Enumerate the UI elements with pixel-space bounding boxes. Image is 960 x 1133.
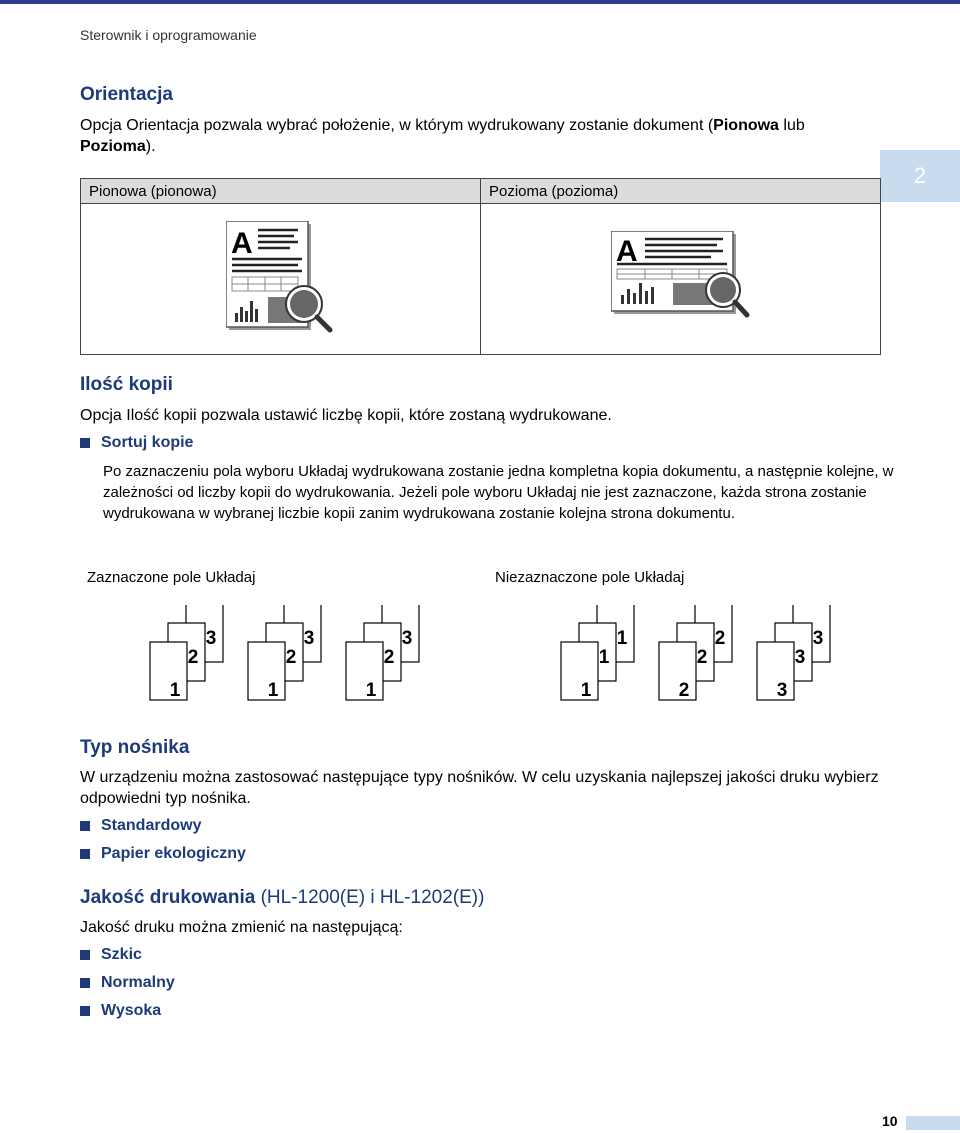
media-description: W urządzeniu można zastosować następujące typy nośników. W celu uzyskania najlepszej jakości druku wybierz odpowiedni typ nośnika. [80, 769, 879, 807]
sheet-number: 2 [187, 647, 199, 668]
quality-item-label: Szkic [101, 946, 142, 963]
page-number-bar [906, 1116, 960, 1130]
quality-description: Jakość druku można zmienić na następującą: [80, 919, 403, 936]
orientation-description: Opcja Orientacja pozwala wybrać położenie, w którym wydrukowany zostanie dokument (Pionowa lub Pozioma). [80, 117, 805, 155]
copies-description: Opcja Ilość kopii pozwala ustawić liczbę kopii, które zostaną wydrukowane. [80, 407, 612, 424]
heading-media: Typ nośnika [80, 737, 190, 758]
bullet-square-icon [80, 849, 90, 859]
quality-item-label: Wysoka [101, 1002, 162, 1019]
sheet-number: 2 [383, 647, 395, 668]
sheet-number: 1 [598, 647, 610, 668]
uncollated-stack-2 [659, 605, 732, 701]
sheet-outline [659, 642, 696, 700]
sheet-outline [248, 642, 285, 700]
sheet-number: 2 [696, 647, 708, 668]
bullet-square-icon [80, 1006, 90, 1016]
sheet-number: 1 [616, 628, 628, 649]
sheet-number: 1 [365, 680, 377, 701]
bullet-media-eco [80, 845, 246, 863]
heading-quality: Jakość drukowania (HL-1200(E) i HL-1202(E)) [80, 887, 485, 908]
col-header-landscape: Pozioma (pozioma) [481, 179, 881, 204]
page-number: 10 [882, 1113, 898, 1129]
bullet-square-icon [80, 978, 90, 988]
bullet-square-icon [80, 821, 90, 831]
sheet-number: 2 [285, 647, 297, 668]
chapter-tab: 2 [880, 150, 960, 202]
sheet-outline [346, 642, 383, 700]
sheet-outline [757, 642, 794, 700]
caption-uncollated: Niezaznaczone pole Układaj [495, 569, 685, 586]
sheet-number: 3 [812, 628, 824, 649]
sheet-number: 3 [401, 628, 413, 649]
collate-description: Po zaznaczeniu pola wyboru Układaj wydrukowana zostanie jedna kompletna kopia dokumentu, a następnie kolejne, w zależności od liczby kopii do wydrukowania. Jeżeli pole wyboru Układaj nie jest zaznaczone, każda strona zostanie wydrukowana w wybranej liczbie kopii zanim wydrukowana zostanie kolejna strona dokumentu. [103, 463, 894, 522]
collated-stack-1 [150, 605, 223, 701]
portrait-illustration-cell [81, 204, 481, 355]
heading-orientation: Orientacja [80, 84, 173, 105]
page-letter: A [230, 226, 253, 260]
sheet-number: 2 [714, 628, 726, 649]
landscape-page-icon [611, 231, 751, 323]
media-item-label: Papier ekologiczny [101, 845, 246, 862]
sheet-number: 3 [205, 628, 217, 649]
page-letter: A [615, 234, 638, 268]
sheet-number: 1 [580, 680, 592, 701]
sheet-number: 1 [267, 680, 279, 701]
sheet-number: 3 [303, 628, 315, 649]
bullet-quality-draft [80, 946, 142, 964]
collated-stack-3 [346, 605, 419, 701]
quality-item-label: Normalny [101, 974, 175, 991]
sheet-number: 3 [794, 647, 806, 668]
uncollated-stack-3 [757, 605, 830, 701]
sheet-outline [561, 642, 598, 700]
top-rule [0, 0, 960, 4]
sheet-outline [150, 642, 187, 700]
orientation-table [80, 178, 881, 355]
caption-collated: Zaznaczone pole Układaj [87, 569, 256, 586]
heading-copies: Ilość kopii [80, 374, 173, 395]
col-header-portrait: Pionowa (pionowa) [81, 179, 481, 204]
landscape-illustration-cell [481, 204, 881, 355]
collated-stack-2 [248, 605, 321, 701]
sheet-number: 2 [678, 680, 690, 701]
copies-stacks-illustration [0, 605, 960, 715]
running-header: Sterownik i oprogramowanie [80, 27, 257, 43]
portrait-page-icon [226, 221, 336, 333]
sheet-number: 1 [169, 680, 181, 701]
media-item-label: Standardowy [101, 817, 202, 834]
sheet-number: 3 [776, 680, 788, 701]
bullet-collate [80, 434, 193, 452]
bullet-quality-normal [80, 974, 175, 992]
bullet-collate-label: Sortuj kopie [101, 434, 194, 451]
bullet-square-icon [80, 438, 90, 448]
bullet-square-icon [80, 950, 90, 960]
bullet-media-standard [80, 817, 201, 835]
uncollated-stack-1 [561, 605, 634, 701]
bullet-quality-high [80, 1002, 161, 1020]
